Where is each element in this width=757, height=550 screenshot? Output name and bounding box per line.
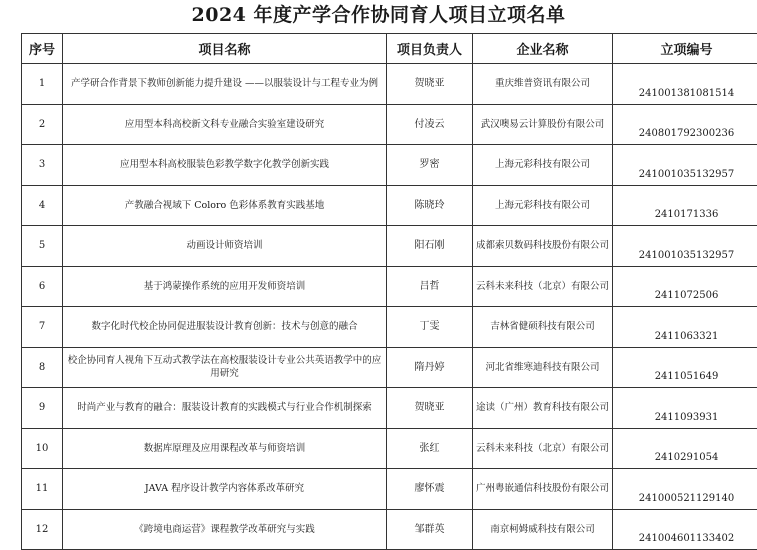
row-project-name: JAVA 程序设计教学内容体系改革研究 bbox=[63, 469, 387, 510]
row-project-lead: 隋丹婷 bbox=[387, 347, 473, 388]
row-project-lead: 廖怀震 bbox=[387, 469, 473, 510]
row-project-code: 241000521129140 bbox=[613, 469, 757, 510]
table-row bbox=[22, 64, 757, 105]
table-row bbox=[22, 428, 757, 469]
table-row bbox=[22, 226, 757, 267]
row-no: 6 bbox=[22, 266, 63, 307]
table-row bbox=[22, 307, 757, 348]
row-project-name: 校企协同育人视角下互动式教学法在高校服装设计专业公共英语教学中的应用研究 bbox=[63, 347, 387, 388]
table-row bbox=[22, 266, 757, 307]
row-company-name: 云科未来科技（北京）有限公司 bbox=[473, 428, 613, 469]
row-no: 9 bbox=[22, 388, 63, 429]
row-no: 10 bbox=[22, 428, 63, 469]
table-row bbox=[22, 509, 757, 550]
row-project-code: 2411051649 bbox=[613, 347, 757, 388]
row-company-name: 武汉噢易云计算股份有限公司 bbox=[473, 104, 613, 145]
row-company-name: 重庆维普资讯有限公司 bbox=[473, 64, 613, 105]
row-project-code: 2410291054 bbox=[613, 428, 757, 469]
row-project-lead: 张红 bbox=[387, 428, 473, 469]
row-company-name: 云科未来科技（北京）有限公司 bbox=[473, 266, 613, 307]
row-no: 3 bbox=[22, 145, 63, 186]
header-project-code: 立项编号 bbox=[613, 34, 757, 64]
row-project-code: 241001035132957 bbox=[613, 226, 757, 267]
page-title: 2024 年度产学合作协同育人项目立项名单 bbox=[0, 2, 757, 28]
row-project-name: 产学研合作背景下教师创新能力提升建设 ——以服装设计与工程专业为例 bbox=[63, 64, 387, 105]
row-company-name: 南京柯姆威科技有限公司 bbox=[473, 509, 613, 550]
row-no: 5 bbox=[22, 226, 63, 267]
row-company-name: 途读（广州）教育科技有限公司 bbox=[473, 388, 613, 429]
row-project-code: 2411072506 bbox=[613, 266, 757, 307]
row-project-name: 产教融合视域下 Coloro 色彩体系教育实践基地 bbox=[63, 185, 387, 226]
table-header-row bbox=[22, 34, 757, 64]
row-company-name: 河北省维寒迪科技有限公司 bbox=[473, 347, 613, 388]
row-no: 2 bbox=[22, 104, 63, 145]
row-company-name: 上海元彩科技有限公司 bbox=[473, 145, 613, 186]
row-project-lead: 丁雯 bbox=[387, 307, 473, 348]
row-no: 4 bbox=[22, 185, 63, 226]
row-project-name: 数据库原理及应用课程改革与师资培训 bbox=[63, 428, 387, 469]
row-no: 7 bbox=[22, 307, 63, 348]
row-project-name: 数字化时代校企协同促进服装设计教育创新：技术与创意的融合 bbox=[63, 307, 387, 348]
row-project-name: 动画设计师资培训 bbox=[63, 226, 387, 267]
table-row bbox=[22, 347, 757, 388]
project-list-table bbox=[21, 33, 757, 550]
row-project-lead: 邹群英 bbox=[387, 509, 473, 550]
row-company-name: 成都索贝数码科技股份有限公司 bbox=[473, 226, 613, 267]
table-row bbox=[22, 145, 757, 186]
row-company-name: 上海元彩科技有限公司 bbox=[473, 185, 613, 226]
header-no: 序号 bbox=[22, 34, 63, 64]
row-project-code: 2411063321 bbox=[613, 307, 757, 348]
row-project-code: 241001381081514 bbox=[613, 64, 757, 105]
row-no: 12 bbox=[22, 509, 63, 550]
row-project-lead: 罗密 bbox=[387, 145, 473, 186]
row-project-name: 基于鸿蒙操作系统的应用开发师资培训 bbox=[63, 266, 387, 307]
row-project-name: 应用型本科高校服装色彩教学数字化教学创新实践 bbox=[63, 145, 387, 186]
row-project-code: 241001035132957 bbox=[613, 145, 757, 186]
header-company-name: 企业名称 bbox=[473, 34, 613, 64]
table-row bbox=[22, 185, 757, 226]
row-project-code: 2410171336 bbox=[613, 185, 757, 226]
row-no: 8 bbox=[22, 347, 63, 388]
row-company-name: 吉林省健硕科技有限公司 bbox=[473, 307, 613, 348]
row-project-name: 应用型本科高校新文科专业融合实验室建设研究 bbox=[63, 104, 387, 145]
row-project-lead: 贺晓亚 bbox=[387, 388, 473, 429]
row-no: 11 bbox=[22, 469, 63, 510]
row-project-name: 《跨境电商运营》课程教学改革研究与实践 bbox=[63, 509, 387, 550]
row-project-lead: 吕哲 bbox=[387, 266, 473, 307]
header-project-name: 项目名称 bbox=[63, 34, 387, 64]
row-project-lead: 阳石刚 bbox=[387, 226, 473, 267]
row-project-code: 241004601133402 bbox=[613, 509, 757, 550]
row-project-lead: 陈晓玲 bbox=[387, 185, 473, 226]
row-no: 1 bbox=[22, 64, 63, 105]
row-project-code: 2411093931 bbox=[613, 388, 757, 429]
table-row bbox=[22, 104, 757, 145]
row-project-lead: 付凌云 bbox=[387, 104, 473, 145]
row-project-code: 240801792300236 bbox=[613, 104, 757, 145]
row-project-name: 时尚产业与教育的融合：服装设计教育的实践模式与行业合作机制探索 bbox=[63, 388, 387, 429]
header-project-lead: 项目负责人 bbox=[387, 34, 473, 64]
table-row bbox=[22, 469, 757, 510]
row-project-lead: 贺晓亚 bbox=[387, 64, 473, 105]
row-company-name: 广州粤嵌通信科技股份有限公司 bbox=[473, 469, 613, 510]
table-row bbox=[22, 388, 757, 429]
